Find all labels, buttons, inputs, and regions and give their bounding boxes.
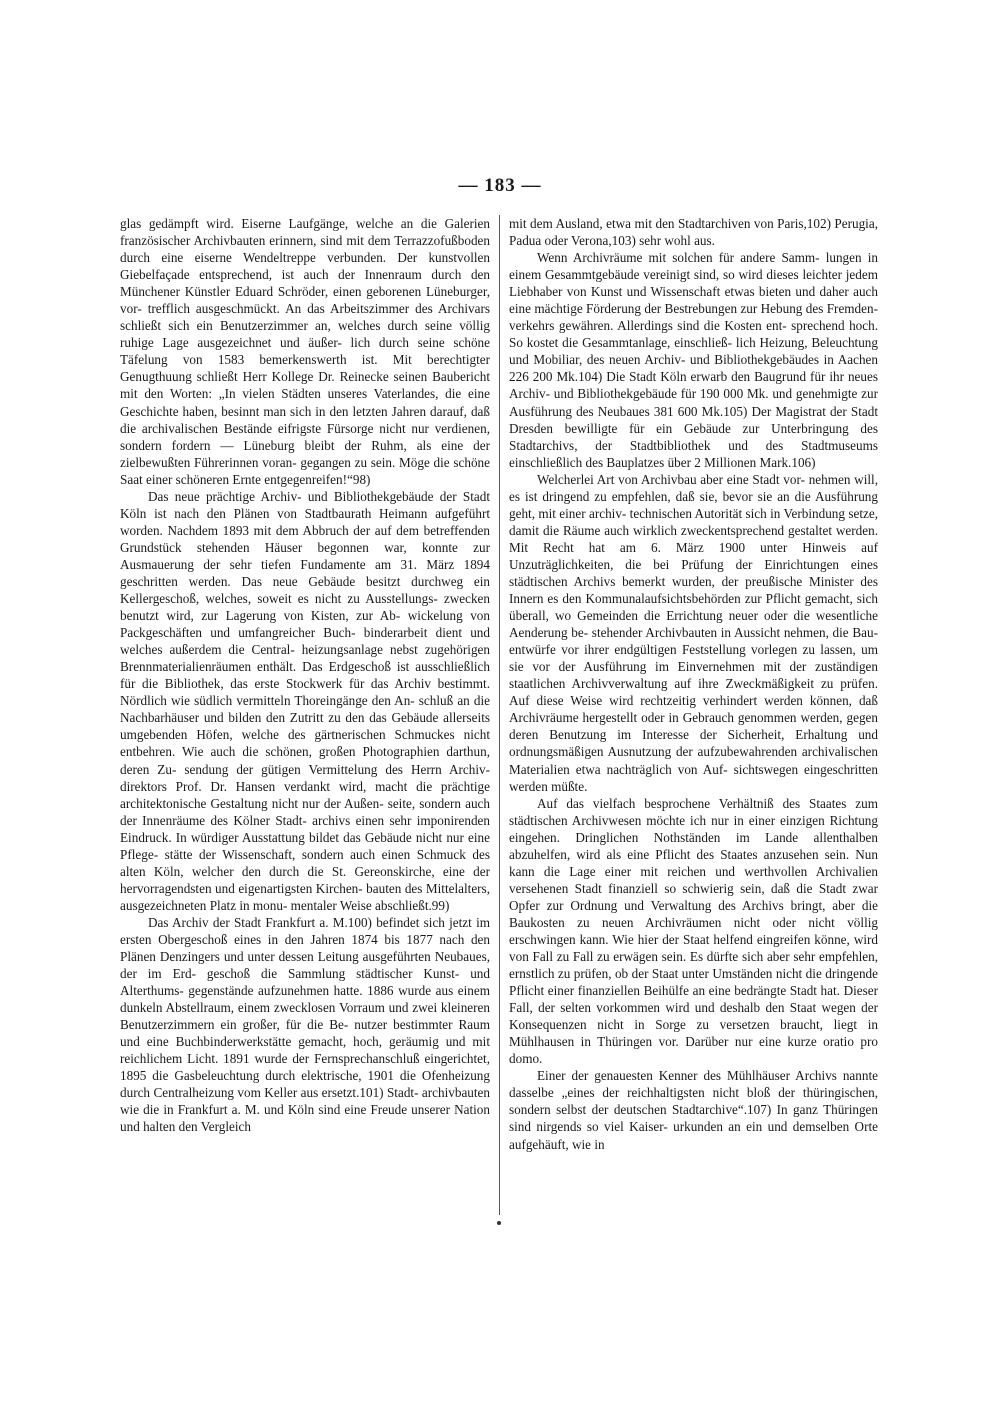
right-paragraph-4: Auf das vielfach besprochene Verhältniß des Staates zum städtischen Archivwesen möchte ich nur in einer einzigen Richtung eingehen. Dringlichen Nothständen im Lande allenthalben abzuhelfen, wird als eine Pflicht des Staates anzusehen sein. Nun kann die Lage einer mit reichen und werthvollen Archivalien versehenen Stadt finanziell so schwierig sein, daß die Stadt zwar Opfer zur Ordnung und Verwaltung des Archivs bringt, aber die Baukosten zu neuen Archivräumen nicht oder nicht völlig erschwingen kann. Wie hier der Staat helfend eingreifen könne, wird von Fall zu Fall zu erwägen sein. Es dürfte sich aber sehr empfehlen, ernstlich zu prüfen, ob der Staat unter Umständen nicht die dringende Pflicht einer finanziellen Beihülfe an eine bedrängte Stadt hat. Dieser Fall, der selten vorkommen wird und deshalb den Staat wegen der Konsequenzen nicht in Sorge zu versetzen braucht, liegt in Mühlhausen in Thüringen vor. Darüber nur eine kurze oratio pro domo. [509, 795, 878, 1067]
left-column [120, 215, 490, 1215]
right-column [509, 215, 878, 1215]
right-paragraph-1: mit dem Ausland, etwa mit den Stadtarchiven von Paris,102) Perugia, Padua oder Verona,103) sehr wohl aus. [509, 216, 878, 249]
page-number: — 183 — [458, 175, 542, 196]
right-paragraph-2: Wenn Archivräume mit solchen für andere Samm- lungen in einem Gesammtgebäude vereinigt sind, so wird dieses leichter jedem Liebhaber von Kunst und Wissenschaft etwas bieten und daher auch eine mächtige Förderung der Bestrebungen zur Hebung des Fremden- verkehrs gewähren. Allerdings sind die Kosten ent- sprechend hoch. So kostet die Gesammtanlage, einschließ- lich Heizung, Beleuchtung und Mobiliar, des neuen Archiv- und Bibliothekgebäudes in Aachen 226 200 Mk.104) Die Stadt Köln erwarb den Baugrund für ihr neues Archiv- und Bibliothekgebäude für 190 000 Mk. und genehmigte zur Ausführung des Neubaues 381 600 Mk.105) Der Magistrat der Stadt Dresden bewilligte für ein Gebäude zur Unterbringung des Stadtarchivs, der Stadtbibliothek und des Stadtmuseums einschließlich des Bauplatzes über 2 Millionen Mark.106) [509, 250, 878, 470]
divider-end-dot [497, 1221, 501, 1225]
left-paragraph-1: glas gedämpft wird. Eiserne Laufgänge, welche an die Galerien französischer Archivbauten erinnern, sind mit dem Terrazzofußboden durch eine eiserne Wendeltreppe verbunden. Der kunstvollen Giebelfaçade entsprechend, ist auch der Innenraum durch den Münchener Künstler Eduard Schröder, einen geborenen Lüneburger, vor- trefflich ausgeschmückt. An das Arbeitszimmer des Archivars schließt sich ein Benutzerzimmer an, welches durch seine völlig ruhige Lage ausgezeichnet und äußer- lich durch seine schöne Täfelung von 1583 bemerkenswerth ist. Mit berechtigter Genugthuung schließt Herr Kollege Dr. Reinecke seinen Baubericht mit den Worten: „In vielen Städten unseres Vaterlandes, die eine Geschichte haben, besinnt man sich in den letzten Jahren darauf, daß die archivalischen Bestände eifrigste Fürsorge nicht nur verdienen, sondern fordern — Lüneburg bleibt der Ruhm, als eine der zielbewußten Führerinnen voran- gegangen zu sein. Möge die schöne Saat einer schöneren Ernte entgegenreifen!“98) [120, 216, 490, 487]
right-paragraph-5: Einer der genauesten Kenner des Mühlhäuser Archivs nannte dasselbe „eines der reichhaltigsten nicht bloß der thüringischen, sondern selbst der deutschen Stadtarchive“.107) In ganz Thüringen sind nirgends so viel Kaiser- urkunden an ein und demselben Orte aufgehäuft, wie in [509, 1068, 878, 1152]
right-paragraph-3: Welcherlei Art von Archivbau aber eine Stadt vor- nehmen will, es ist dringend zu empfehlen, daß sie, bevor sie an die Ausführung geht, mit einer archiv- technischen Autorität sich in Verbindung setze, damit die Räume auch wirklich zweckentsprechend gestaltet werden. Mit Recht hat am 6. März 1900 unter Hinweis auf Unzuträglichkeiten, die bei Prüfung der Einrichtungen eines städtischen Archivs bemerkt wurden, der preußische Minister des Innern es den Kommunalaufsichtsbehörden zur Pflicht gemacht, sich überall, wo Gemeinden die Errichtung neuer oder die wesentliche Aenderung be- stehender Archivbauten in Aussicht nehmen, die Bau- entwürfe vor ihrer endgültigen Feststellung vorlegen zu lassen, um sie vor der Ausführung im Einvernehmen mit der zuständigen staatlichen Archivverwaltung auf ihre Zweckmäßigkeit zu prüfen. Auf diese Weise wird rechtzeitig verhindert werden können, daß Archivräume hergestellt oder in Gebrauch genommen werden, gegen deren Benutzung im Interesse der Sicherheit, Erhaltung und ordnungsmäßigen Ausnutzung der aufzubewahrenden archivalischen Materialien etwa nachträglich von Auf- sichtswegen eingeschritten werden müßte. [509, 471, 878, 794]
column-divider [499, 215, 500, 1215]
left-paragraph-3: Das Archiv der Stadt Frankfurt a. M.100) befindet sich jetzt im ersten Obergeschoß eines in den Jahren 1874 bis 1877 nach den Plänen Denzingers und unter dessen Leitung ausgeführten Neubaues, der im Erd- geschoß die Sammlung städtischer Kunst- und Alterthums- gegenstände aufzunehmen hatte. 1886 wurde aus einem dunkeln Abstellraum, einem zwecklosen Vorraum und zwei kleineren Benutzerzimmern ein großer, für die Be- nutzer bestimmter Raum und eine Buchbinderwerkstätte gemacht, hoch, geräumig und mit reichlichem Licht. 1891 wurde der Fernsprechanschluß eingerichtet, 1895 die Gasbeleuchtung durch elektrische, 1901 die Ofenheizung durch Centralheizung vom Keller aus ersetzt.101) Stadt- archivbauten wie die in Frankfurt a. M. und Köln sind eine Freude unserer Nation und halten den Vergleich [120, 914, 490, 1135]
left-paragraph-2: Das neue prächtige Archiv- und Bibliothekgebäude der Stadt Köln ist nach den Plänen von Stadtbaurath Heimann aufgeführt worden. Nachdem 1893 mit dem Abbruch der auf dem betreffenden Grundstück stehenden Häuser begonnen war, konnte zur Ausmauerung der sehr tiefen Fundamente am 31. März 1894 geschritten werden. Das neue Gebäude besitzt durchweg ein Kellergeschoß, welches, soweit es nicht zu Ausstellungs- zwecken benutzt wird, zur Lagerung von Kisten, zur Ab- wickelung von Packgeschäften und umfangreicher Buch- binderarbeit dient und welches außerdem die Central- heizungsanlage nebst zugehörigen Brennmaterialienräumen enthält. Das Erdgeschoß ist ausschließlich für die Bibliothek, das erste Stockwerk für das Archiv bestimmt. Nördlich wie südlich vermitteln Thoreingänge den An- schluß an die Nachbarhäuser und bilden den Zutritt zu den das Gebäude allerseits umgebenden Höfen, welche des gärtnerischen Schmuckes nicht entbehren. Wie auch die schönen, großen Photographien darthun, deren Zu- sendung der gütigen Vermittelung des Herrn Archiv- direktors Prof. Dr. Hansen verdankt wird, macht die prächtige architektonische Gestaltung nicht nur der Außen- seite, sondern auch der Innenräume des Kölner Stadt- archivs einen sehr imponirenden Eindruck. In würdiger Ausstattung bildet das Gebäude nicht nur eine Pflege- stätte der Wissenschaft, sondern auch einen Schmuck des alten Köln, welcher den durch die St. Gereonskirche, eine der hervorragendsten und eigenartigsten Kirchen- bauten des Mittelalters, ausgezeichneten Platz in monu- mentaler Weise abschließt.99) [120, 488, 490, 913]
